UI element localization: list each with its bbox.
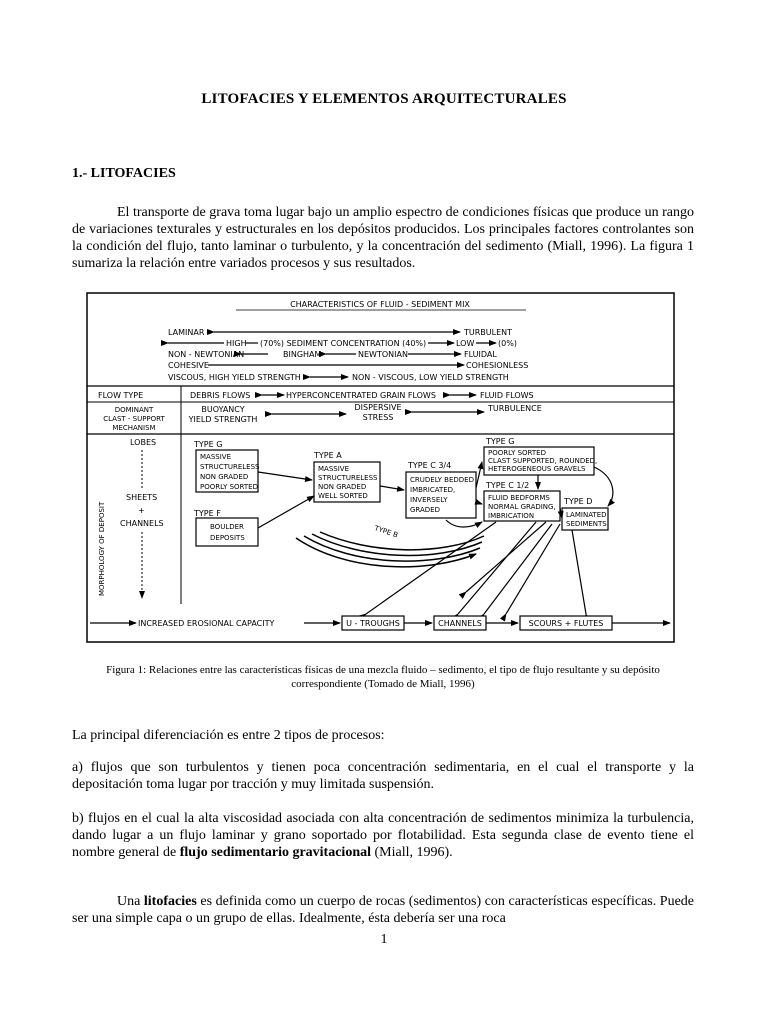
label-flow-type: FLOW TYPE [98, 391, 144, 400]
label-high: HIGH [226, 339, 247, 348]
paragraph-3: a) flujos que son turbulentos y tienen poca concentración sedimentaria, en el cual el transporte y la depositación toma lugar por tracción y muy limitada suspensión. [72, 760, 694, 792]
label-stress: STRESS [362, 413, 394, 422]
type-c34-line-4: GRADED [410, 506, 440, 514]
label-plus: + [138, 506, 145, 515]
paragraph-5 [72, 893, 694, 927]
paragraph-4 [72, 810, 694, 861]
label-cohesive: COHESIVE [168, 361, 209, 370]
label-type-g-right: TYPE G [486, 437, 515, 446]
label-erosional: INCREASED EROSIONAL CAPACITY [138, 619, 275, 628]
label-newtonian: NEWTONIAN [358, 350, 408, 359]
label-type-c12: TYPE C 1/2 [486, 481, 530, 490]
section-heading: 1.- LITOFACIES [72, 166, 176, 181]
mechanism-line-1: DOMINANT [114, 406, 154, 414]
paragraph-5-text: es definida como un cuerpo de rocas (sedimentos) con características específicas. Puede ser una simple capa o un grupo de ellas. Idealmente, ésta debería ser una roca [72, 894, 695, 926]
type-g-right-line-2: CLAST SUPPORTED, ROUNDED, [488, 457, 598, 465]
label-laminar: LAMINAR [168, 328, 205, 337]
label-viscous: VISCOUS, HIGH YIELD STRENGTH [168, 373, 301, 382]
label-turbulence: TURBULENCE [488, 404, 542, 413]
page-number: 1 [380, 932, 388, 947]
paragraph-1: El transporte de grava toma lugar bajo un amplio espectro de condiciones físicas que produce un rango de variaciones texturales y estructurales en los depósitos producidos. Los principales factores controlantes son la condición del flujo, tanto laminar o turbulento, y la concentración del sedimento (Miall, 1996). La figura 1 sumariza la relación entre variados procesos y sus resultados. [72, 205, 694, 271]
label-buoyancy: BUOYANCY [201, 405, 245, 414]
paragraph-4-text: b) flujos en el cual la alta viscosidad asociada con alta concentración de sedimentos minimiza la turbulencia, dando lugar a un flujo laminar y grano soportado por flotabilidad. Esta segunda clase de evento tiene el nombre general de [72, 811, 694, 860]
label-u-troughs: U - TROUGHS [346, 619, 400, 628]
type-c12-line-3: IMBRICATION [488, 512, 535, 520]
figure-header: CHARACTERISTICS OF FLUID - SEDIMENT MIX [290, 300, 470, 309]
paragraph-5-bold: litofacies [143, 894, 197, 909]
label-yield-strength: YIELD STRENGTH [188, 415, 258, 424]
type-c12-line-1: FLUID BEDFORMS [488, 494, 550, 502]
paragraph-4-bold: flujo sedimentario gravitacional [179, 845, 371, 860]
label-type-f: TYPE F [194, 509, 221, 518]
type-g-left-line-3: NON GRADED [200, 473, 249, 481]
type-c12-line-2: NORMAL GRADING, [488, 503, 556, 511]
mechanism-line-3: MECHANISM [112, 424, 156, 432]
type-a-line-1: MASSIVE [318, 465, 349, 473]
document-title: LITOFACIES Y ELEMENTOS ARQUITECTURALES [201, 91, 567, 107]
label-turbulent: TURBULENT [464, 328, 513, 337]
label-non-newtonian: NON - NEWTONIAN [168, 350, 245, 359]
label-fluid-flows: FLUID FLOWS [480, 391, 534, 400]
label-type-c34: TYPE C 3/4 [408, 461, 452, 470]
label-fluidal: FLUIDAL [464, 350, 497, 359]
type-a-line-4: WELL SORTED [318, 492, 368, 500]
label-scours-flutes: SCOURS + FLUTES [528, 619, 604, 628]
type-f-line-2: DEPOSITS [210, 534, 245, 542]
type-a-line-3: NON GRADED [318, 483, 367, 491]
label-non-viscous: NON - VISCOUS, LOW YIELD STRENGTH [352, 373, 509, 382]
type-c34-line-1: CRUDELY BEDDED [410, 476, 474, 484]
label-channels-left: CHANNELS [120, 519, 164, 528]
type-g-left-line-1: MASSIVE [200, 453, 231, 461]
type-f-line-1: BOULDER [210, 523, 244, 531]
figure-caption: Figura 1: Relaciones entre las características físicas de una mezcla fluido – sedimento, el tipo de flujo resultante y su depósito correspondiente (Tomado de Miall, 1996) [106, 664, 660, 690]
type-c34-line-2: IMBRICATED, [410, 486, 456, 494]
type-d-line-2: SEDIMENTS [566, 520, 607, 528]
label-bingham: BINGHAM [283, 350, 322, 359]
paragraph-4-citation: (Miall, 1996). [371, 845, 453, 860]
label-debris-flows: DEBRIS FLOWS [190, 391, 251, 400]
label-sheets: SHEETS [126, 493, 158, 502]
label-zero-percent: (0%) [498, 339, 517, 348]
label-channels-bottom: CHANNELS [438, 619, 482, 628]
label-lobes: LOBES [130, 438, 157, 447]
mechanism-line-2: CLAST - SUPPORT [103, 415, 165, 423]
label-cohesionless: COHESIONLESS [466, 361, 529, 370]
figure-1 [86, 292, 675, 643]
type-d-line-1: LAMINATED [566, 511, 607, 519]
label-low: LOW [456, 339, 475, 348]
type-g-left-line-2: STRUCTURELESS [200, 463, 260, 471]
label-type-b: TYPE B [373, 524, 399, 540]
type-a-line-2: STRUCTURELESS [318, 474, 378, 482]
label-concentration: (70%) SEDIMENT CONCENTRATION (40%) [260, 339, 427, 348]
paragraph-2: La principal diferenciación es entre 2 tipos de procesos: [72, 728, 385, 743]
label-type-g-left: TYPE G [194, 440, 223, 449]
label-hyperconcentrated: HYPERCONCENTRATED GRAIN FLOWS [286, 391, 436, 400]
label-type-a: TYPE A [314, 451, 342, 460]
type-c34-line-3: INVERSELY [410, 496, 448, 504]
type-g-left-line-4: POORLY SORTED [200, 483, 258, 491]
paragraph-5-start: Una [117, 894, 144, 909]
type-g-right-line-1: POORLY SORTED [488, 449, 546, 457]
label-type-d: TYPE D [564, 497, 593, 506]
label-dispersive: DISPERSIVE [354, 403, 402, 412]
type-g-right-line-3: HETEROGENEOUS GRAVELS [488, 465, 586, 473]
label-morphology: MORPHOLOGY OF DEPOSIT [98, 501, 106, 596]
